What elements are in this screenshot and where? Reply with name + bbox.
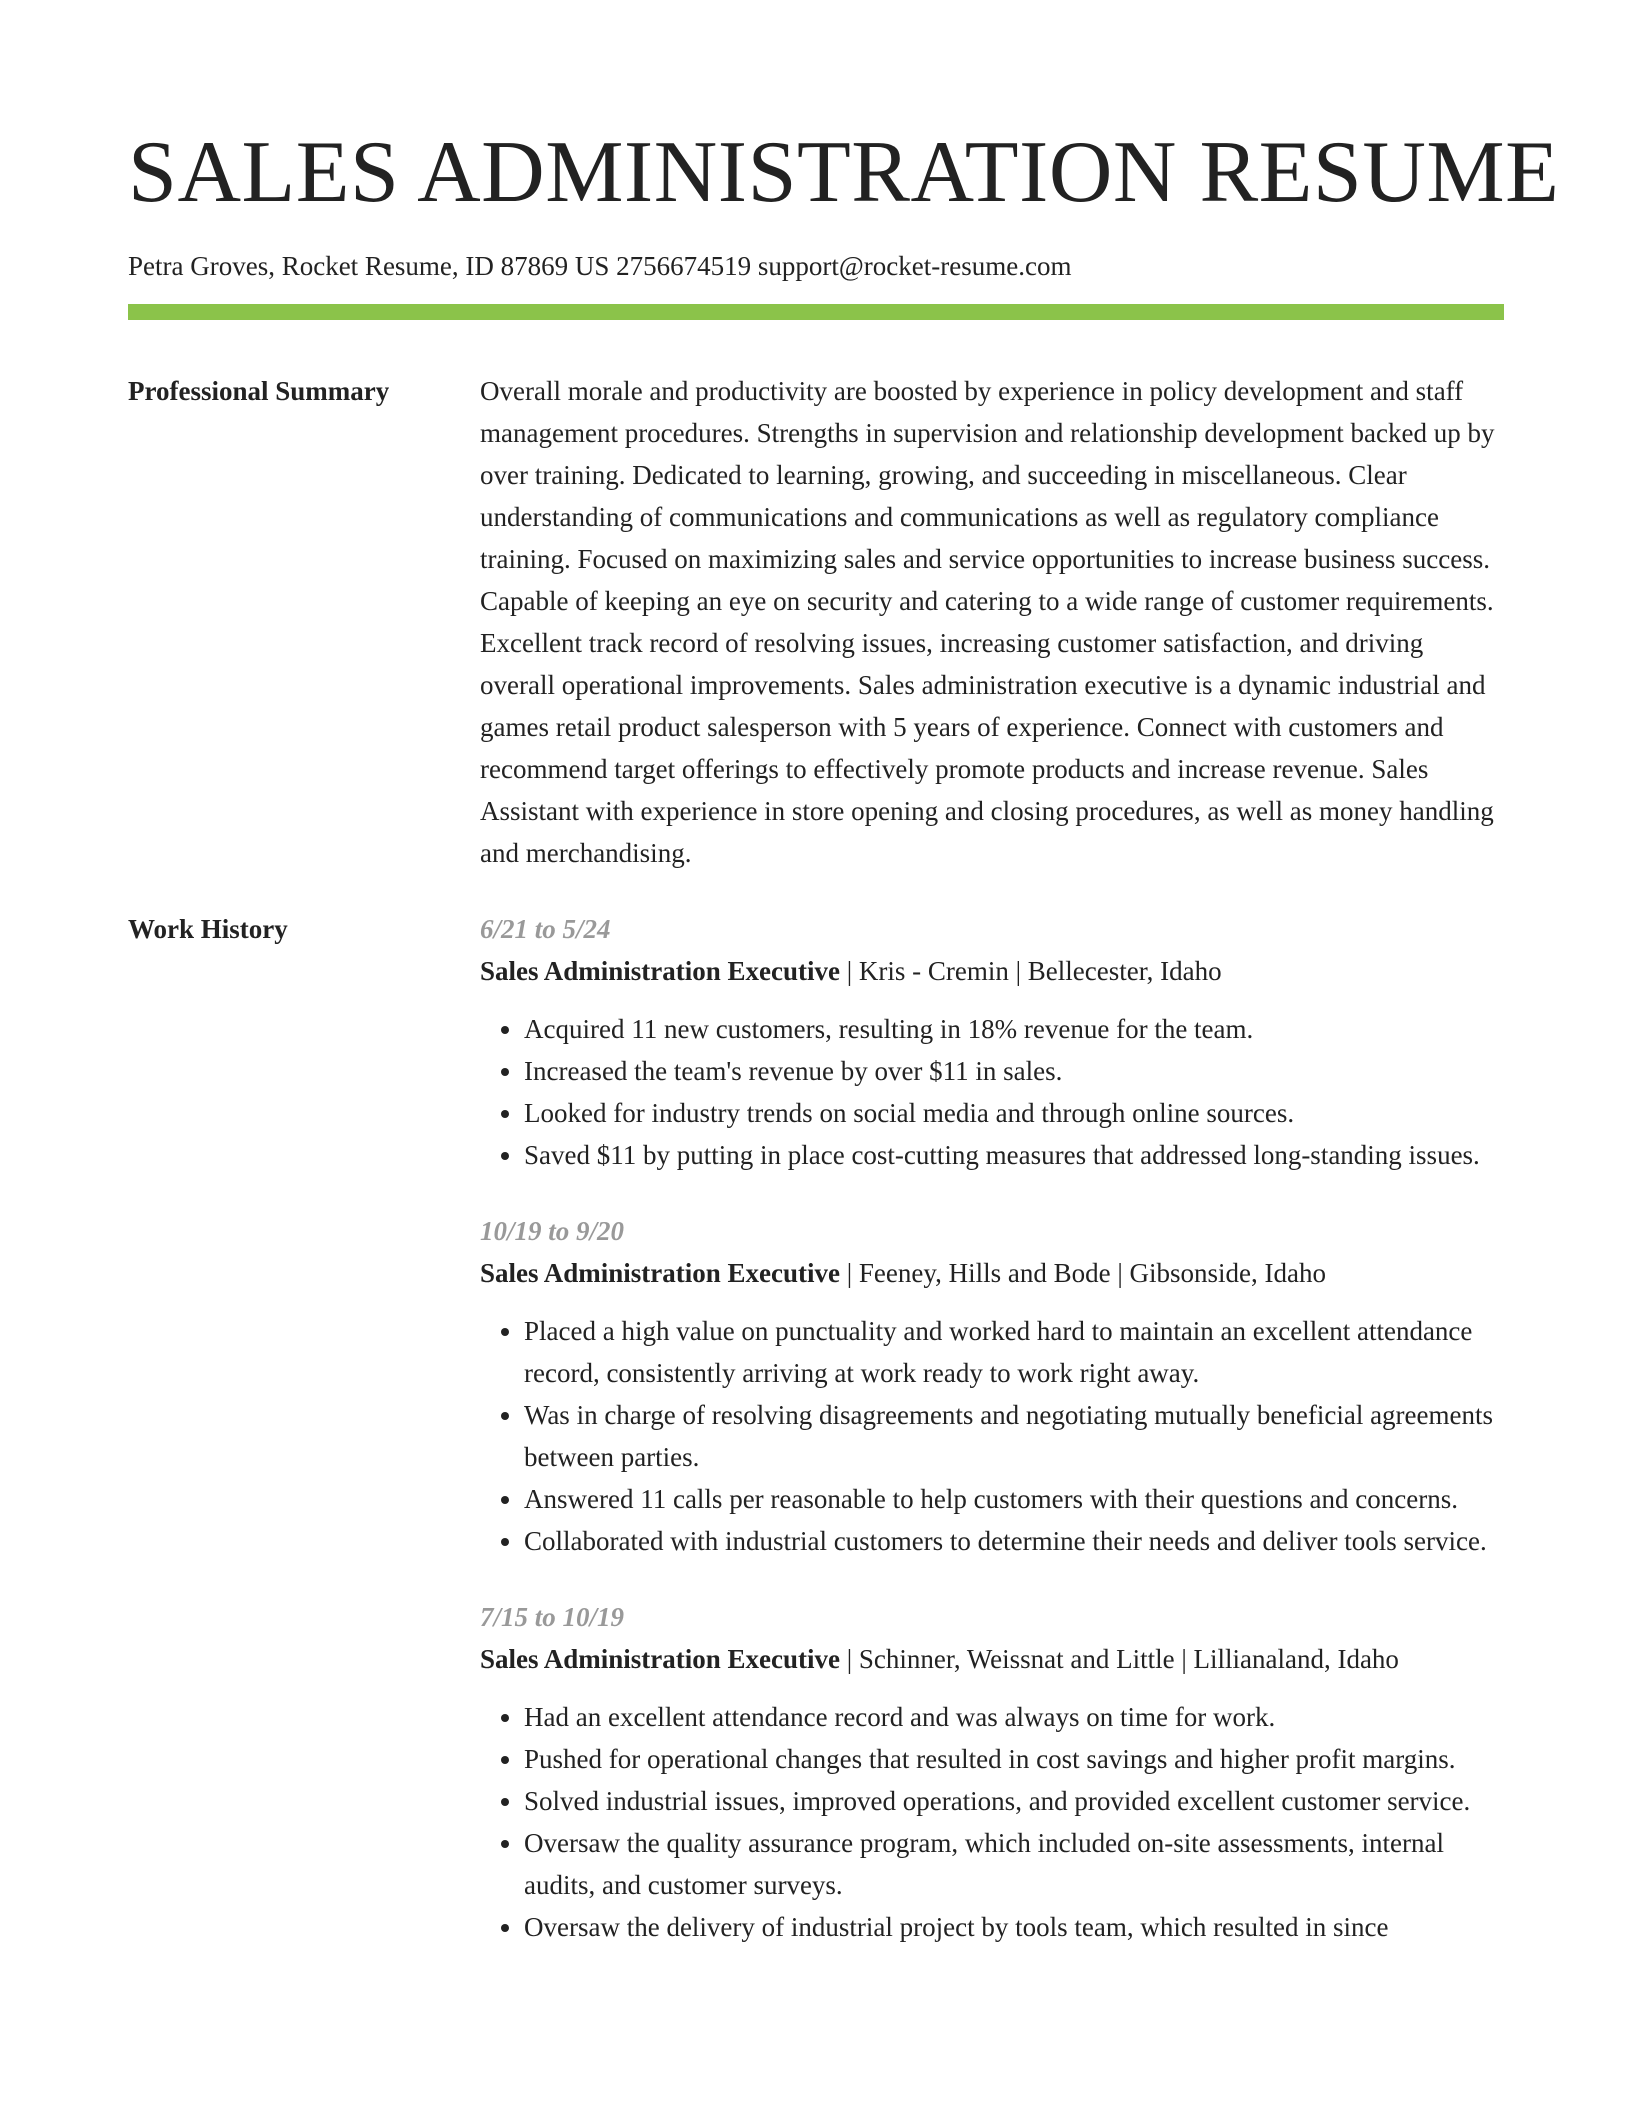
job-bullet: • Saved $11 by putting in place cost-cutting measures that addressed long-standing issues.: [524, 1134, 1504, 1176]
job-dates: 6/21 to 5/24: [480, 914, 611, 944]
resume-title: SALES ADMINISTRATION RESUME: [128, 124, 1560, 221]
job-bullet: • Oversaw the delivery of industrial project by tools team, which resulted in since: [524, 1906, 1504, 1948]
job-heading: [480, 1638, 1504, 1680]
job-dates: 10/19 to 9/20: [480, 1216, 625, 1246]
professional-summary-section: [128, 370, 1504, 874]
job-heading: [480, 950, 1504, 992]
job-entry: [480, 1210, 1504, 1562]
job-bullet: • Solved industrial issues, improved operations, and provided excellent customer service.: [524, 1780, 1504, 1822]
job-title: Sales Administration Executive: [480, 1258, 841, 1288]
job-bullet-list: [480, 1008, 1504, 1176]
work-history-body: [480, 908, 1504, 1982]
job-bullet: • Oversaw the quality assurance program, which included on-site assessments, internal audits, and customer surveys.: [524, 1822, 1504, 1906]
job-heading: [480, 1252, 1504, 1294]
contact-line: Petra Groves, Rocket Resume, ID 87869 US 2756674519 support@rocket-resume.com: [128, 251, 1072, 281]
job-title: Sales Administration Executive: [480, 1644, 841, 1674]
job-bullet: • Answered 11 calls per reasonable to help customers with their questions and concerns.: [524, 1478, 1504, 1520]
job-details: | Kris - Cremin | Bellecester, Idaho: [840, 956, 1222, 986]
job-bullet: • Acquired 11 new customers, resulting in 18% revenue for the team.: [524, 1008, 1504, 1050]
job-entry: [480, 908, 1504, 1176]
job-bullet: • Collaborated with industrial customers to determine their needs and deliver tools service.: [524, 1520, 1504, 1562]
job-dates: 7/15 to 10/19: [480, 1602, 625, 1632]
job-bullet: • Pushed for operational changes that resulted in cost savings and higher profit margins.: [524, 1738, 1504, 1780]
job-bullet: • Increased the team's revenue by over $11 in sales.: [524, 1050, 1504, 1092]
accent-divider: [128, 304, 1504, 320]
work-history-section: [128, 908, 1504, 1982]
section-label-summary: Professional Summary: [128, 376, 390, 406]
job-bullet: • Looked for industry trends on social media and through online sources.: [524, 1092, 1504, 1134]
summary-text: Overall morale and productivity are boosted by experience in policy development and staff management procedures. Strengths in supervision and relationship development backed up by over training. Dedicated to learning, growing, and succeeding in miscellaneous. Clear understanding of communications and communications as well as regulatory compliance training. Focused on maximizing sales and service opportunities to increase business success. Capable of keeping an eye on security and catering to a wide range of customer requirements. Excellent track record of resolving issues, increasing customer satisfaction, and driving overall operational improvements. Sales administration executive is a dynamic industrial and games retail product salesperson with 5 years of experience. Connect with customers and recommend target offerings to effectively promote products and increase revenue. Sales Assistant with experience in store opening and closing procedures, as well as money handling and merchandising.: [480, 376, 1495, 868]
job-bullet: • Had an excellent attendance record and was always on time for work.: [524, 1696, 1504, 1738]
job-bullet-list: [480, 1696, 1504, 1948]
summary-body: [480, 370, 1504, 874]
job-details: | Schinner, Weissnat and Little | Lillianaland, Idaho: [840, 1644, 1399, 1674]
job-entry: [480, 1596, 1504, 1948]
section-label-work-history: Work History: [128, 914, 288, 944]
resume-page: [128, 0, 1560, 1982]
job-bullet: • Placed a high value on punctuality and worked hard to maintain an excellent attendance record, consistently arriving at work ready to work right away.: [524, 1310, 1504, 1394]
job-bullet-list: [480, 1310, 1504, 1562]
job-bullet: • Was in charge of resolving disagreements and negotiating mutually beneficial agreements between parties.: [524, 1394, 1504, 1478]
job-details: | Feeney, Hills and Bode | Gibsonside, Idaho: [840, 1258, 1327, 1288]
job-title: Sales Administration Executive: [480, 956, 841, 986]
